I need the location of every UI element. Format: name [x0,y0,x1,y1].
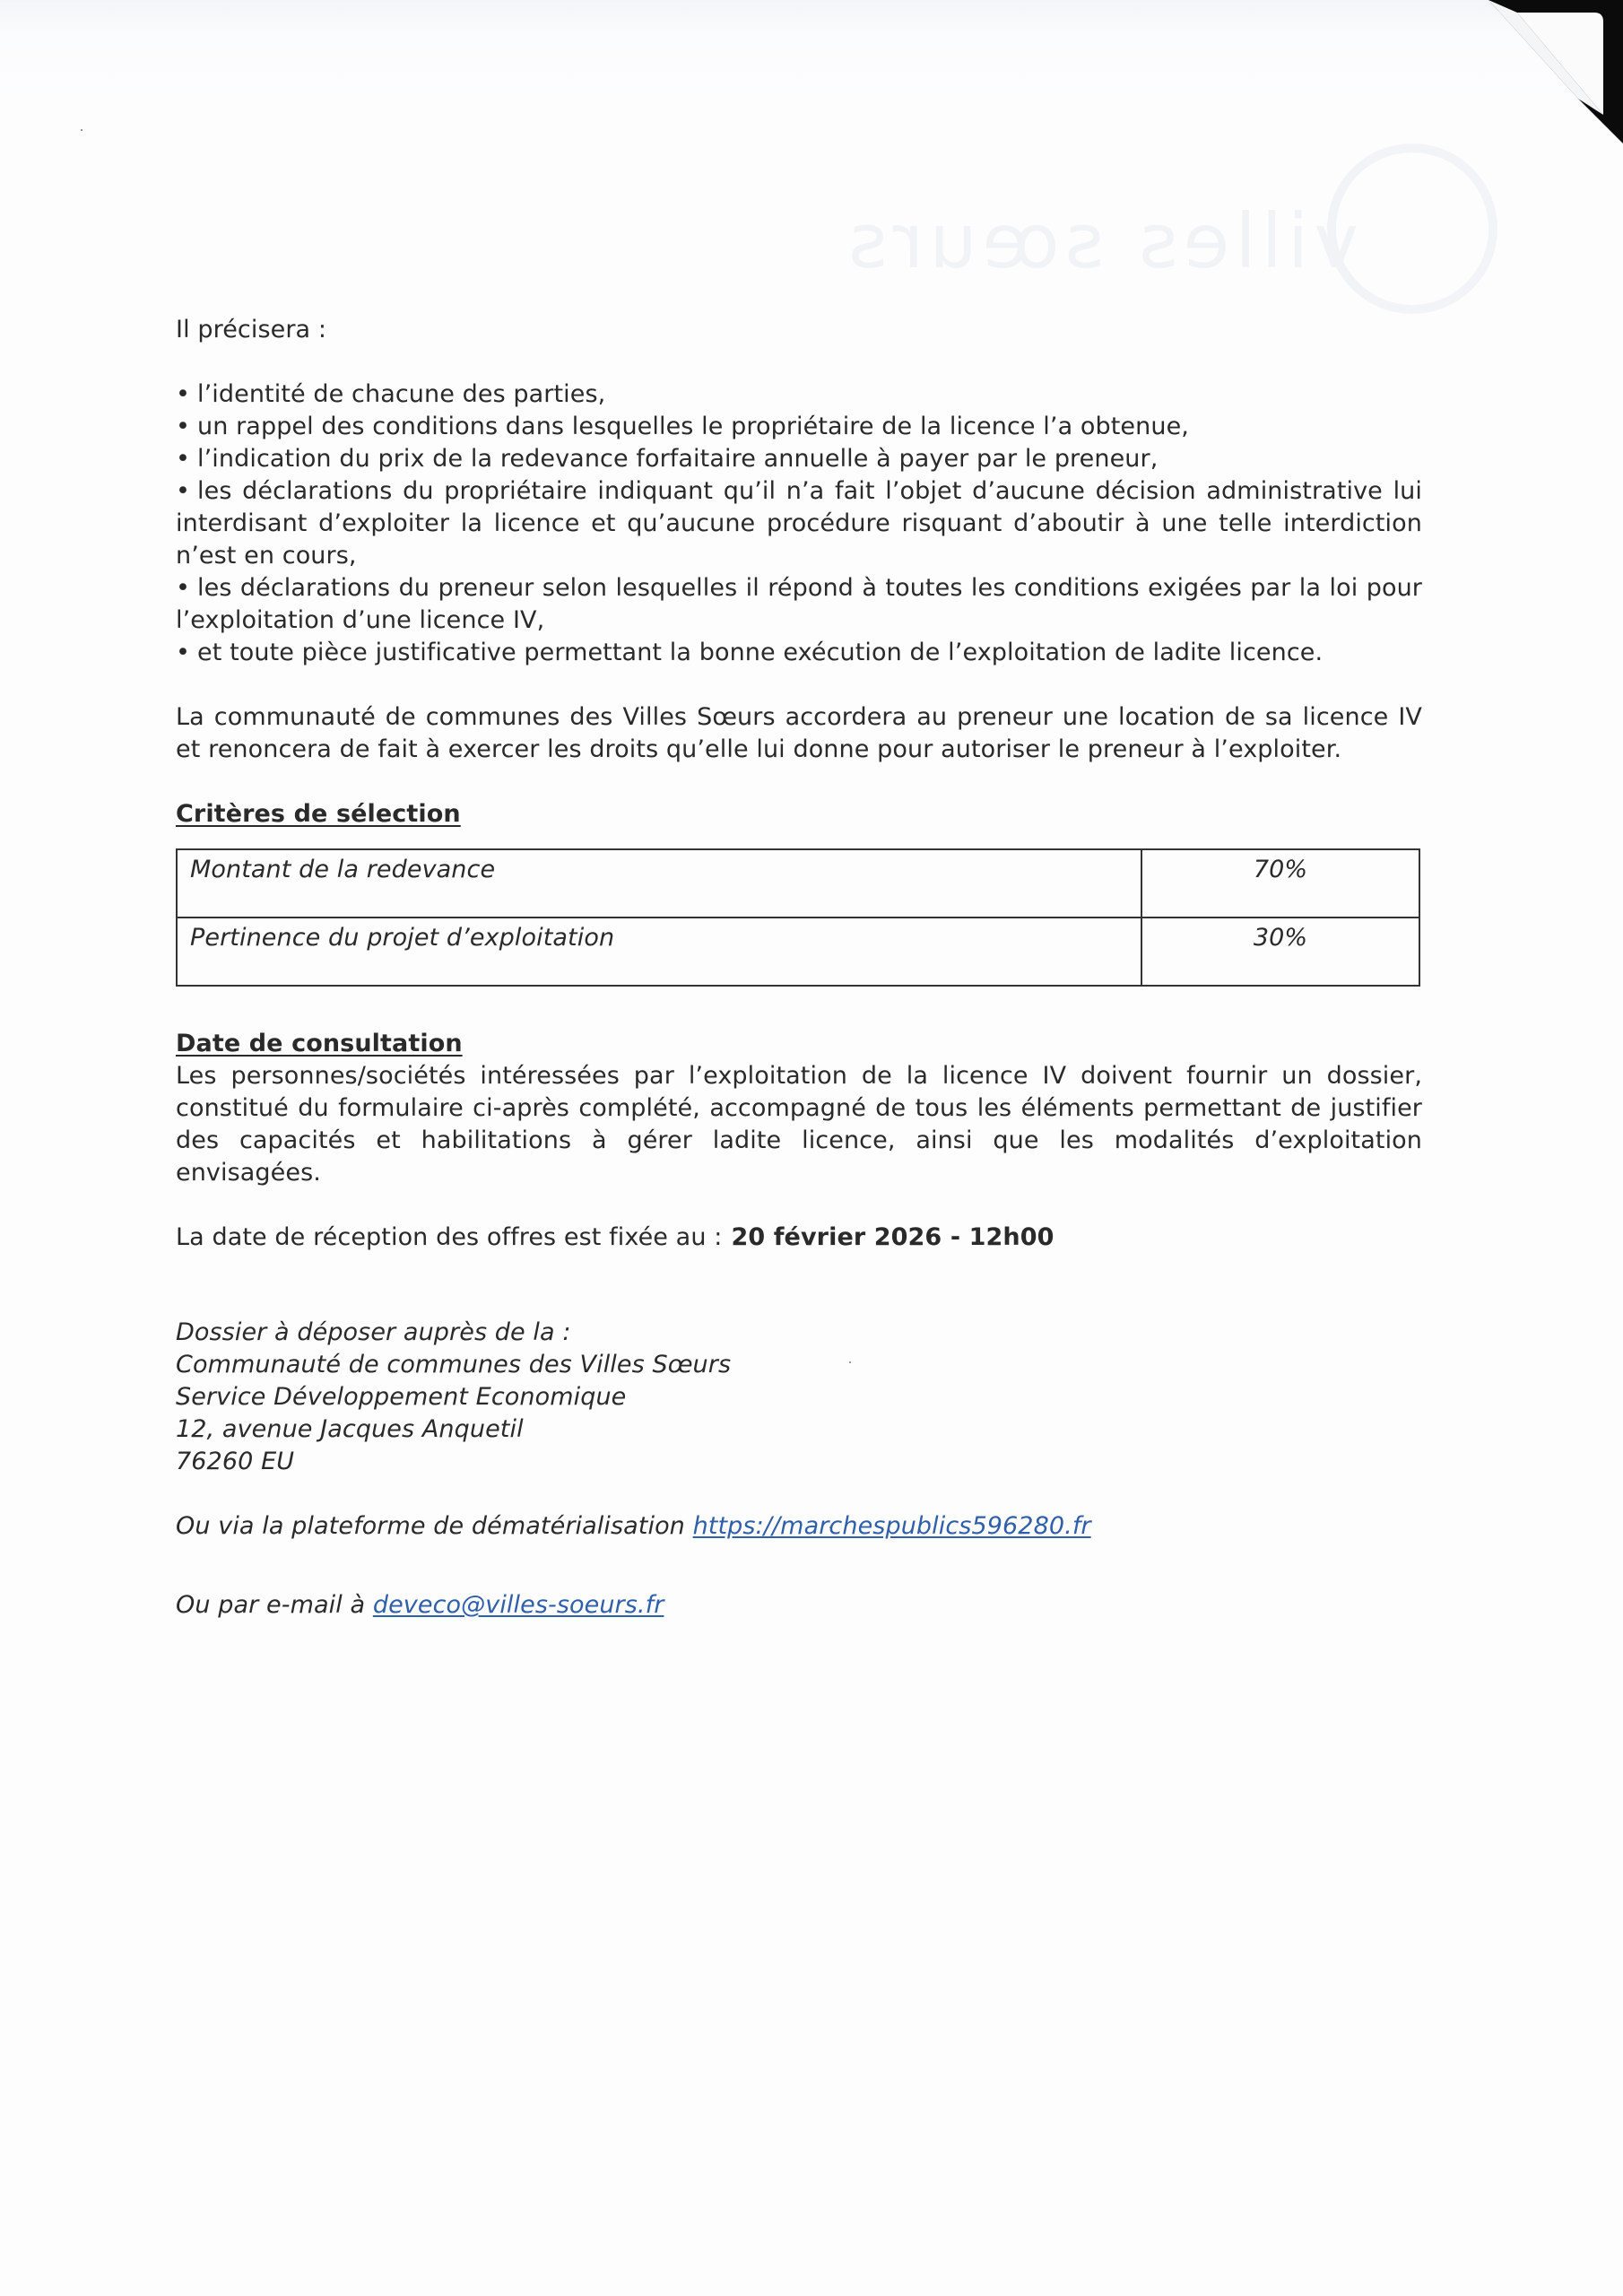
criterion-weight: 70% [1141,849,1419,918]
bleed-through-logo-ring [1327,144,1497,314]
requirements-list [176,378,1422,669]
scan-speck [81,129,82,131]
criterion-label: Pertinence du projet d’exploitation [177,918,1141,986]
scan-corner-artifact [1444,0,1623,144]
table-row [177,918,1419,986]
criterion-weight: 30% [1141,918,1419,986]
platform-link[interactable]: https://marchespublics596280.fr [692,1512,1091,1540]
address-line: Service Développement Economique [176,1383,627,1411]
bullet-icon: • [176,380,191,408]
platform-line [176,1510,1422,1543]
bullet-icon: • [176,445,191,473]
selection-criteria-table [176,848,1420,987]
platform-label: Ou via la plateforme de dématérialisation [176,1512,685,1540]
email-link[interactable]: deveco@villes-soeurs.fr [372,1591,664,1619]
list-item: • et toute pièce justificative permettant la bonne exécution de l’exploitation de ladite licence. [176,637,1422,669]
bleed-through-logo [843,144,1542,323]
consultation-paragraph: Les personnes/sociétés intéressées par l’exploitation de la licence IV doivent fournir un dossier, constitué du formulaire ci-après complété, accompagné de tous les éléments permettant de justifier des capacités et habilitations à gérer ladite licence, ainsi que les modalités d’exploitation envisagées. [176,1062,1422,1187]
submission-address [176,1317,1422,1478]
table-row [177,849,1419,918]
address-line: 12, avenue Jacques Anquetil [176,1415,524,1443]
bullet-icon: • [176,477,191,505]
address-intro: Dossier à déposer auprès de la : [176,1318,571,1346]
deadline-label: La date de réception des offres est fixée au : [176,1223,723,1251]
list-item: • les déclarations du propriétaire indiquant qu’il n’a fait l’objet d’aucune décision administrative lui interdisant d’exploiter la licence et qu’aucune procédure risquant d’aboutir à une telle interdiction n’est en cours, [176,477,1422,570]
bullet-icon: • [176,413,191,440]
bleed-through-logo-text: villes sœurs [843,197,1359,285]
consultation-heading: Date de consultation [176,1030,463,1057]
list-item: • les déclarations du preneur selon lesquelles il répond à toutes les conditions exigées par la loi pour l’exploitation d’une licence IV, [176,574,1422,634]
bullet-icon: • [176,639,191,666]
intro-text: Il précisera : [176,316,327,344]
email-line [176,1589,1422,1622]
address-line: 76260 EU [176,1448,295,1475]
criteria-heading: Critères de sélection [176,800,461,828]
document-body [176,314,1422,1622]
deadline-date: 20 février 2026 - 12h00 [731,1223,1055,1251]
criterion-label: Montant de la redevance [177,849,1141,918]
location-paragraph: La communauté de communes des Villes Sœurs accordera au preneur une location de sa licence IV et renoncera de fait à exercer les droits qu’elle lui donne pour autoriser le preneur à l’exploiter. [176,703,1422,763]
bullet-icon: • [176,574,191,602]
deadline-line [176,1222,1422,1254]
address-line: Communauté de communes des Villes Sœurs [176,1351,732,1378]
email-label: Ou par e-mail à [176,1591,366,1619]
list-item: • l’indication du prix de la redevance forfaitaire annuelle à payer par le preneur, [176,443,1422,475]
list-item: • l’identité de chacune des parties, [176,378,1422,411]
list-item: • un rappel des conditions dans lesquelles le propriétaire de la licence l’a obtenue, [176,411,1422,443]
